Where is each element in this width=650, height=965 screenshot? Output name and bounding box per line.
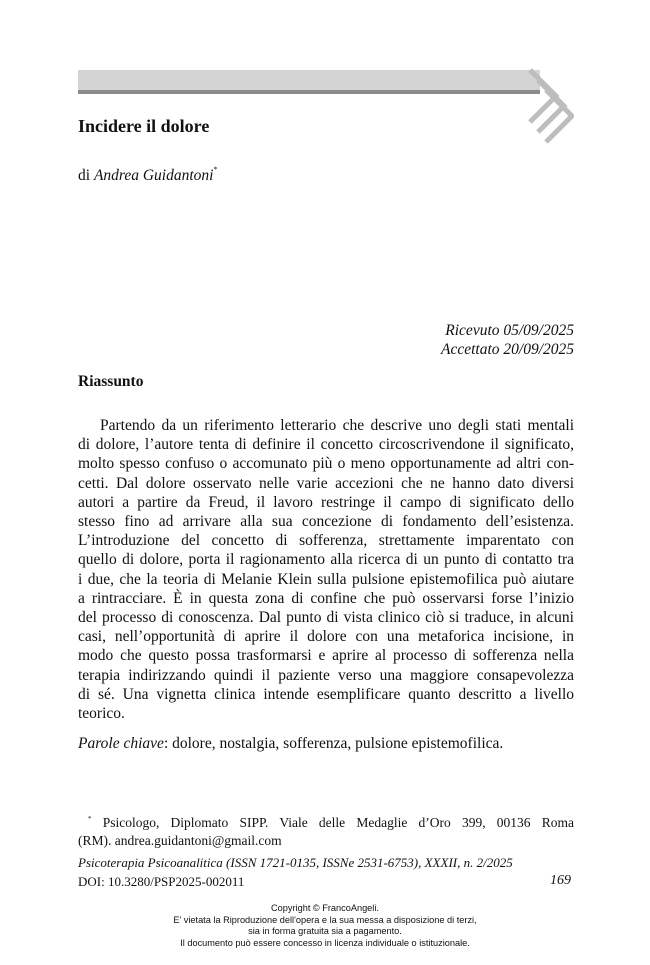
copyright-notice	[0, 903, 650, 949]
accepted-date: Accettato 20/09/2025	[440, 341, 574, 358]
abstract-line: di dolore, l’autore tenta di definire il concetto circoscrivendone il significato,	[78, 436, 574, 454]
submission-dates	[441, 321, 574, 359]
keywords-label: Parole chiave	[78, 735, 164, 752]
abstract-line: teorico.	[78, 705, 125, 723]
abstract-line: i due, che la teoria di Melanie Klein sulla pulsione epistemofilica può aiutare	[78, 570, 574, 588]
copyright-line: Copyright © FrancoAngeli.	[271, 903, 379, 913]
byline-prefix: di	[78, 167, 91, 184]
copyright-line: E' vietata la Riproduzione dell'opera e la sua messa a disposizione di terzi,	[173, 914, 477, 925]
footnote-line	[78, 810, 574, 832]
abstract-line: stesso fino ad arrivare alla sua concezione di fondamento dell’esistenza.	[78, 513, 574, 531]
abstract-line: L’introduzione del concetto di sofferenza, strettamente imparentato con	[78, 532, 574, 550]
journal-citation: Psicoterapia Psicoanalitica (ISSN 1721-0135, ISSNe 2531-6753), XXXII, n. 2/2025	[78, 855, 513, 870]
abstract-line: molto spesso confuso o accomunato più o meno opportunamente ad altri con-	[78, 455, 574, 473]
footnote-line: (RM). andrea.guidantoni@gmail.com	[78, 833, 282, 848]
abstract-heading: Riassunto	[78, 373, 144, 390]
abstract-line: terapia indirizzando quindi il paziente verso una maggiore consapevolezza	[78, 666, 574, 684]
abstract-line: del processo di conoscenza. Dal punto di vista clinico ciò si traduce, in alcuni	[78, 609, 574, 627]
received-date: Ricevuto 05/09/2025	[445, 322, 574, 339]
footnote-marker: *	[88, 815, 92, 823]
doi: DOI: 10.3280/PSP2025-002011	[78, 874, 245, 889]
header-band-dark	[78, 90, 540, 94]
keywords-text: : dolore, nostalgia, sofferenza, pulsione epistemofilica.	[163, 735, 504, 752]
author-byline	[78, 165, 217, 185]
abstract-line: autori a partire da Freud, il lavoro restringe il campo di significato dello	[78, 493, 574, 511]
author-footnote	[78, 810, 574, 850]
article-title: Incidere il dolore	[78, 116, 210, 136]
copyright-line: Il documento può essere concesso in licenza individuale o istituzionale.	[180, 937, 470, 948]
abstract-line: a rintracciare. È in questa zona di confine che può osservarsi forse l’inizio	[78, 589, 574, 607]
footnote-text: Psicologo, Diplomato SIPP. Viale delle Medaglie d’Oro 399, 00136 Roma	[102, 815, 574, 830]
abstract-line: modo che questo possa trasformarsi e aprire al processo di sofferenza nella	[78, 647, 574, 665]
abstract-line: quello di dolore, porta il ragionamento alla ricerca di un punto di contatto tra	[78, 551, 574, 569]
page-number: 169	[550, 873, 571, 888]
chevron-arrows-icon	[528, 66, 574, 148]
keywords-line	[78, 735, 503, 753]
author-name: Andrea Guidantoni	[93, 167, 214, 184]
abstract-line: casi, nell’opportunità di aprire il dolore con una metaforica incisione, in	[78, 628, 574, 646]
abstract-body	[78, 416, 574, 723]
abstract-line: di sé. Una vignetta clinica intende esemplificare quanto descritto a livello	[78, 685, 574, 703]
author-note-marker: *	[213, 165, 218, 174]
header-band-light	[78, 70, 540, 90]
abstract-line: cetti. Dal dolore osservato nelle varie accezioni che ne hanno dato diversi	[78, 474, 574, 492]
copyright-line: sia in forma gratuita sia a pagamento.	[248, 926, 402, 936]
abstract-line: Partendo da un riferimento letterario che descrive uno degli stati mentali	[100, 417, 574, 434]
